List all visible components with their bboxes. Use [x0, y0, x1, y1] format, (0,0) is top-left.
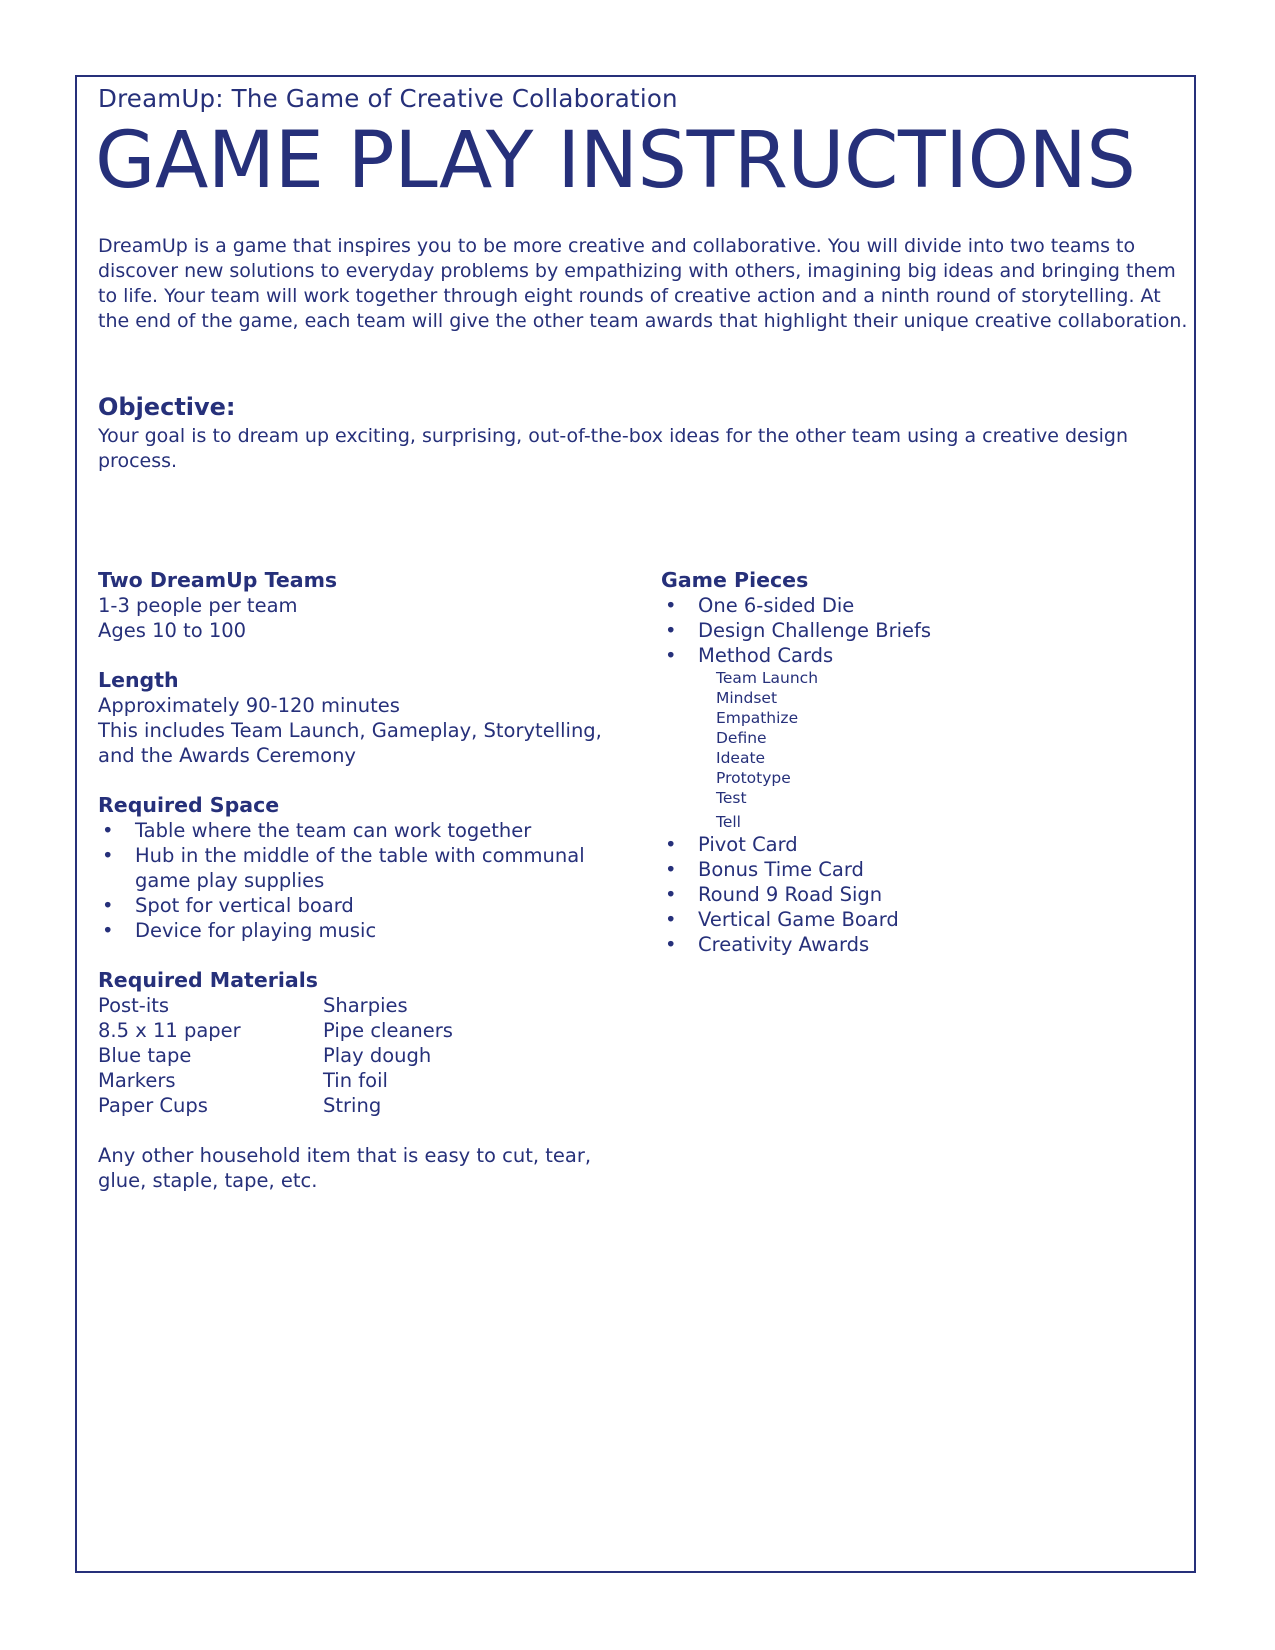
- teams-section: [98, 568, 643, 643]
- material-item: Play dough: [323, 1044, 432, 1067]
- bullet-icon: •: [665, 644, 677, 667]
- list-item: • Round 9 Road Sign: [665, 883, 883, 906]
- material-item: Tin foil: [323, 1069, 388, 1092]
- method-card-item: Tell: [716, 813, 741, 831]
- right-column: [661, 568, 1181, 957]
- material-item: Sharpies: [323, 994, 408, 1017]
- list-item: • Table where the team can work together: [102, 819, 532, 842]
- bullet-icon: •: [665, 833, 677, 856]
- material-item: Markers: [98, 1069, 176, 1092]
- material-item: Pipe cleaners: [323, 1019, 453, 1042]
- teams-line: 1-3 people per team: [98, 594, 298, 617]
- material-item: 8.5 x 11 paper: [98, 1019, 241, 1042]
- list-item: • Design Challenge Briefs: [665, 619, 932, 642]
- list-item: • Pivot Card: [665, 833, 798, 856]
- bullet-icon: •: [665, 933, 677, 956]
- bullet-icon: •: [665, 594, 677, 617]
- materials-column-1: [98, 993, 323, 1118]
- game-pieces-section: [661, 568, 1181, 957]
- method-card-item: Empathize: [716, 709, 799, 727]
- required-space-list: [98, 818, 643, 943]
- objective-text: Your goal is to dream up exciting, surprising, out-of-the-box ideas for the other team using a creative design process.: [98, 425, 1129, 472]
- bullet-icon: •: [665, 858, 677, 881]
- materials-column-2: [323, 993, 523, 1118]
- list-item: • Creativity Awards: [665, 933, 870, 956]
- list-item: • Bonus Time Card: [665, 858, 864, 881]
- list-item: • Spot for vertical board: [102, 894, 354, 917]
- game-subtitle: DreamUp: The Game of Creative Collaboration: [98, 84, 678, 113]
- list-item: • Hub in the middle of the table with communal game play supplies: [102, 844, 585, 892]
- material-item: String: [323, 1094, 382, 1117]
- method-card-item: Test: [716, 789, 747, 807]
- method-card-item: Define: [716, 729, 767, 747]
- game-pieces-list: [661, 593, 1181, 668]
- required-materials-heading: Required Materials: [98, 968, 318, 992]
- length-heading: Length: [98, 668, 179, 692]
- material-item: Paper Cups: [98, 1094, 208, 1117]
- length-section: [98, 668, 643, 768]
- teams-line: Ages 10 to 100: [98, 619, 247, 642]
- method-cards-list: [661, 668, 1181, 832]
- method-card-item: Prototype: [716, 769, 791, 787]
- length-line: Approximately 90-120 minutes: [98, 694, 400, 717]
- bullet-icon: •: [102, 919, 114, 942]
- materials-table: [98, 993, 643, 1118]
- list-item: • One 6-sided Die: [665, 594, 855, 617]
- method-card-item: Mindset: [716, 689, 778, 707]
- intro-paragraph: DreamUp is a game that inspires you to be more creative and collaborative. You will divide into two teams to discover new solutions to everyday problems by empathizing with others, imagining big ideas and bringing them to life. Your team will work together through eight rounds of creative action and a ninth round of storytelling. At the end of the game, each team will give the other team awards that highlight their unique creative collaboration.: [98, 235, 1188, 332]
- bullet-icon: •: [102, 819, 114, 842]
- length-line: This includes Team Launch, Gameplay, Storytelling, and the Awards Ceremony: [98, 719, 602, 767]
- left-column: [98, 568, 643, 1193]
- required-materials-section: [98, 968, 643, 1193]
- bullet-icon: •: [102, 844, 114, 867]
- teams-heading: Two DreamUp Teams: [98, 568, 338, 592]
- list-item: • Device for playing music: [102, 919, 377, 942]
- required-space-section: [98, 793, 643, 943]
- materials-note: Any other household item that is easy to cut, tear, glue, staple, tape, etc.: [98, 1144, 592, 1192]
- required-space-heading: Required Space: [98, 793, 280, 817]
- page-title: GAME PLAY INSTRUCTIONS: [95, 116, 1136, 206]
- material-item: Post-its: [98, 994, 170, 1017]
- game-pieces-list-continued: [661, 832, 1181, 957]
- bullet-icon: •: [665, 619, 677, 642]
- game-pieces-heading: Game Pieces: [661, 568, 809, 592]
- list-item: • Vertical Game Board: [665, 908, 899, 931]
- list-item: • Method Cards: [665, 644, 834, 667]
- bullet-icon: •: [665, 908, 677, 931]
- bullet-icon: •: [665, 883, 677, 906]
- bullet-icon: •: [102, 894, 114, 917]
- objective-heading: Objective:: [98, 393, 236, 421]
- method-card-item: Ideate: [716, 749, 766, 767]
- material-item: Blue tape: [98, 1044, 192, 1067]
- method-card-item: Team Launch: [716, 669, 819, 687]
